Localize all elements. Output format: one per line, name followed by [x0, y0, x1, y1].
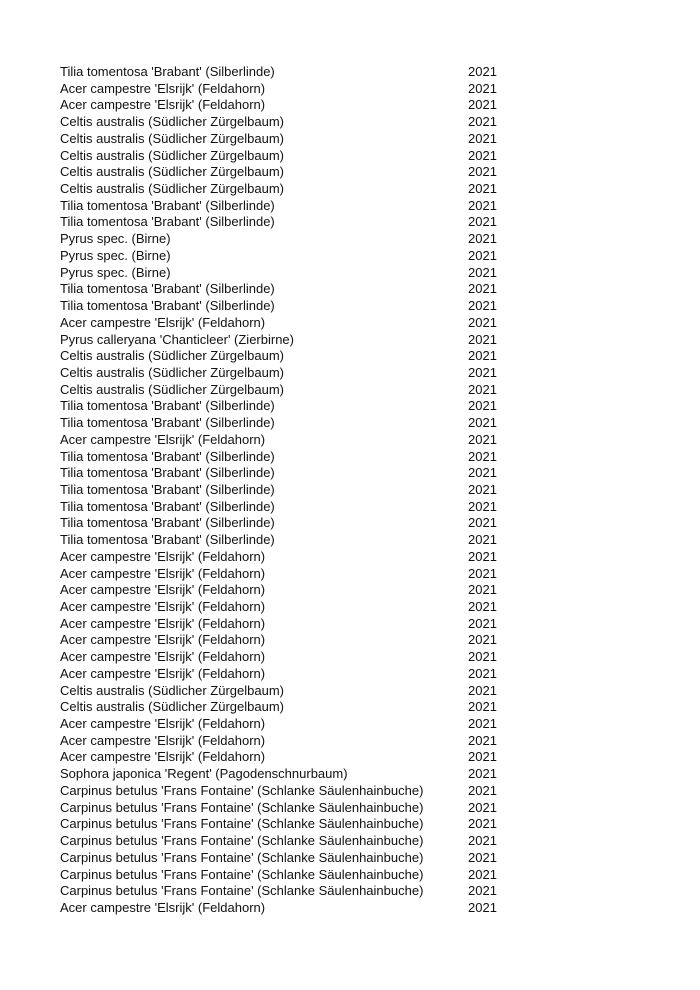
planting-year: 2021 [468, 883, 497, 899]
tree-species: Celtis australis (Südlicher Zürgelbaum) [60, 114, 284, 130]
tree-species: Tilia tomentosa 'Brabant' (Silberlinde) [60, 481, 275, 497]
list-item [60, 64, 500, 81]
planting-year: 2021 [468, 247, 497, 263]
list-item [60, 415, 500, 432]
tree-species: Celtis australis (Südlicher Zürgelbaum) [60, 699, 284, 715]
planting-year: 2021 [468, 448, 497, 464]
list-item [60, 749, 500, 766]
list-item [60, 699, 500, 716]
list-item [60, 833, 500, 850]
list-item [60, 549, 500, 566]
list-item [60, 532, 500, 549]
tree-species: Pyrus spec. (Birne) [60, 247, 171, 263]
tree-species: Carpinus betulus 'Frans Fontaine' (Schlanke Säulenhainbuche) [60, 849, 424, 865]
planting-year: 2021 [468, 599, 497, 614]
list-item [60, 382, 500, 399]
planting-year: 2021 [468, 649, 497, 665]
list-item [60, 649, 500, 666]
tree-species: Acer campestre 'Elsrijk' (Feldahorn) [60, 97, 266, 113]
list-item [60, 164, 500, 181]
tree-species: Tilia tomentosa 'Brabant' (Silberlinde) [60, 398, 275, 414]
list-item [60, 114, 500, 131]
list-item [60, 148, 500, 165]
tree-species: Acer campestre 'Elsrijk' (Feldahorn) [60, 732, 266, 748]
planting-year: 2021 [468, 766, 497, 782]
planting-year: 2021 [468, 348, 497, 364]
planting-year: 2021 [468, 214, 497, 230]
planting-year: 2021 [468, 866, 497, 882]
list-item [60, 515, 500, 532]
list-item [60, 566, 500, 583]
list-item [60, 783, 500, 800]
list-item [60, 666, 500, 683]
planting-year: 2021 [468, 431, 497, 447]
tree-species: Tilia tomentosa 'Brabant' (Silberlinde) [60, 498, 275, 514]
planting-year: 2021 [468, 331, 497, 347]
tree-species: Acer campestre 'Elsrijk' (Feldahorn) [60, 899, 266, 915]
tree-species: Tilia tomentosa 'Brabant' (Silberlinde) [60, 532, 275, 548]
planting-year: 2021 [468, 682, 497, 698]
planting-year: 2021 [468, 80, 497, 96]
planting-year: 2021 [468, 281, 497, 297]
tree-species: Acer campestre 'Elsrijk' (Feldahorn) [60, 565, 266, 581]
list-item [60, 298, 500, 315]
planting-year: 2021 [468, 164, 497, 180]
planting-year: 2021 [468, 381, 497, 397]
planting-year: 2021 [468, 481, 497, 497]
list-item [60, 733, 500, 750]
planting-year: 2021 [468, 548, 497, 564]
list-item [60, 499, 500, 516]
tree-species: Tilia tomentosa 'Brabant' (Silberlinde) [60, 515, 275, 531]
tree-list [60, 64, 500, 917]
planting-year: 2021 [468, 197, 497, 213]
tree-species: Tilia tomentosa 'Brabant' (Silberlinde) [60, 448, 275, 464]
planting-year: 2021 [468, 314, 497, 330]
list-item [60, 883, 500, 900]
tree-species: Pyrus calleryana 'Chanticleer' (Zierbirne) [60, 331, 294, 347]
tree-species: Tilia tomentosa 'Brabant' (Silberlinde) [60, 465, 275, 481]
planting-year: 2021 [468, 181, 497, 197]
planting-year: 2021 [468, 465, 497, 481]
tree-species: Acer campestre 'Elsrijk' (Feldahorn) [60, 548, 266, 564]
list-item [60, 449, 500, 466]
tree-species: Acer campestre 'Elsrijk' (Feldahorn) [60, 649, 266, 665]
tree-species: Carpinus betulus 'Frans Fontaine' (Schlanke Säulenhainbuche) [60, 883, 424, 899]
tree-species: Tilia tomentosa 'Brabant' (Silberlinde) [60, 415, 275, 431]
planting-year: 2021 [468, 782, 497, 798]
tree-species: Carpinus betulus 'Frans Fontaine' (Schlanke Säulenhainbuche) [60, 782, 424, 798]
tree-species: Acer campestre 'Elsrijk' (Feldahorn) [60, 599, 266, 614]
tree-species: Pyrus spec. (Birne) [60, 231, 171, 247]
list-item [60, 599, 500, 616]
list-item [60, 716, 500, 733]
list-item [60, 181, 500, 198]
tree-species: Carpinus betulus 'Frans Fontaine' (Schlanke Säulenhainbuche) [60, 833, 424, 849]
planting-year: 2021 [468, 749, 497, 765]
tree-species: Celtis australis (Südlicher Zürgelbaum) [60, 682, 284, 698]
list-item [60, 248, 500, 265]
list-item [60, 97, 500, 114]
planting-year: 2021 [468, 415, 497, 431]
planting-year: 2021 [468, 97, 497, 113]
planting-year: 2021 [468, 615, 497, 631]
list-item [60, 332, 500, 349]
tree-species: Celtis australis (Südlicher Zürgelbaum) [60, 348, 284, 364]
tree-species: Carpinus betulus 'Frans Fontaine' (Schlanke Säulenhainbuche) [60, 816, 424, 832]
tree-species: Pyrus spec. (Birne) [60, 264, 171, 280]
planting-year: 2021 [468, 849, 497, 865]
list-item [60, 231, 500, 248]
planting-year: 2021 [468, 699, 497, 715]
tree-species: Tilia tomentosa 'Brabant' (Silberlinde) [60, 197, 275, 213]
planting-year: 2021 [468, 833, 497, 849]
list-item [60, 867, 500, 884]
tree-species: Celtis australis (Südlicher Zürgelbaum) [60, 147, 284, 163]
list-item [60, 482, 500, 499]
list-item [60, 265, 500, 282]
list-item [60, 315, 500, 332]
list-item [60, 850, 500, 867]
list-item [60, 800, 500, 817]
planting-year: 2021 [468, 147, 497, 163]
tree-species: Tilia tomentosa 'Brabant' (Silberlinde) [60, 281, 275, 297]
tree-species: Acer campestre 'Elsrijk' (Feldahorn) [60, 314, 266, 330]
tree-species: Acer campestre 'Elsrijk' (Feldahorn) [60, 80, 266, 96]
tree-species: Celtis australis (Südlicher Zürgelbaum) [60, 181, 284, 197]
list-item [60, 131, 500, 148]
list-item [60, 900, 500, 917]
tree-species: Celtis australis (Südlicher Zürgelbaum) [60, 164, 284, 180]
planting-year: 2021 [468, 64, 497, 79]
planting-year: 2021 [468, 716, 497, 732]
list-item [60, 816, 500, 833]
tree-species: Tilia tomentosa 'Brabant' (Silberlinde) [60, 298, 275, 314]
planting-year: 2021 [468, 364, 497, 380]
tree-species: Acer campestre 'Elsrijk' (Feldahorn) [60, 749, 266, 765]
tree-species: Acer campestre 'Elsrijk' (Feldahorn) [60, 716, 266, 732]
tree-species: Acer campestre 'Elsrijk' (Feldahorn) [60, 582, 266, 598]
tree-species: Carpinus betulus 'Frans Fontaine' (Schlanke Säulenhainbuche) [60, 866, 424, 882]
list-item [60, 766, 500, 783]
tree-species: Acer campestre 'Elsrijk' (Feldahorn) [60, 431, 266, 447]
tree-species: Sophora japonica 'Regent' (Pagodenschnurbaum) [60, 766, 348, 782]
list-item [60, 198, 500, 215]
list-item [60, 398, 500, 415]
list-item [60, 683, 500, 700]
planting-year: 2021 [468, 582, 497, 598]
tree-species: Celtis australis (Südlicher Zürgelbaum) [60, 130, 284, 146]
planting-year: 2021 [468, 398, 497, 414]
planting-year: 2021 [468, 532, 497, 548]
tree-species: Acer campestre 'Elsrijk' (Feldahorn) [60, 632, 266, 648]
planting-year: 2021 [468, 130, 497, 146]
tree-species: Acer campestre 'Elsrijk' (Feldahorn) [60, 615, 266, 631]
list-item [60, 81, 500, 98]
list-item [60, 365, 500, 382]
planting-year: 2021 [468, 298, 497, 314]
tree-species: Tilia tomentosa 'Brabant' (Silberlinde) [60, 214, 275, 230]
planting-year: 2021 [468, 632, 497, 648]
tree-species: Tilia tomentosa 'Brabant' (Silberlinde) [60, 64, 275, 79]
planting-year: 2021 [468, 264, 497, 280]
planting-year: 2021 [468, 231, 497, 247]
planting-year: 2021 [468, 816, 497, 832]
planting-year: 2021 [468, 899, 497, 915]
planting-year: 2021 [468, 565, 497, 581]
tree-species: Acer campestre 'Elsrijk' (Feldahorn) [60, 665, 266, 681]
planting-year: 2021 [468, 799, 497, 815]
list-item [60, 432, 500, 449]
list-item [60, 214, 500, 231]
planting-year: 2021 [468, 114, 497, 130]
tree-species: Celtis australis (Südlicher Zürgelbaum) [60, 381, 284, 397]
planting-year: 2021 [468, 515, 497, 531]
list-item [60, 632, 500, 649]
planting-year: 2021 [468, 498, 497, 514]
list-item [60, 465, 500, 482]
tree-species: Carpinus betulus 'Frans Fontaine' (Schlanke Säulenhainbuche) [60, 799, 424, 815]
list-item [60, 281, 500, 298]
list-item [60, 348, 500, 365]
planting-year: 2021 [468, 732, 497, 748]
list-item [60, 616, 500, 633]
list-item [60, 582, 500, 599]
tree-species: Celtis australis (Südlicher Zürgelbaum) [60, 364, 284, 380]
planting-year: 2021 [468, 665, 497, 681]
